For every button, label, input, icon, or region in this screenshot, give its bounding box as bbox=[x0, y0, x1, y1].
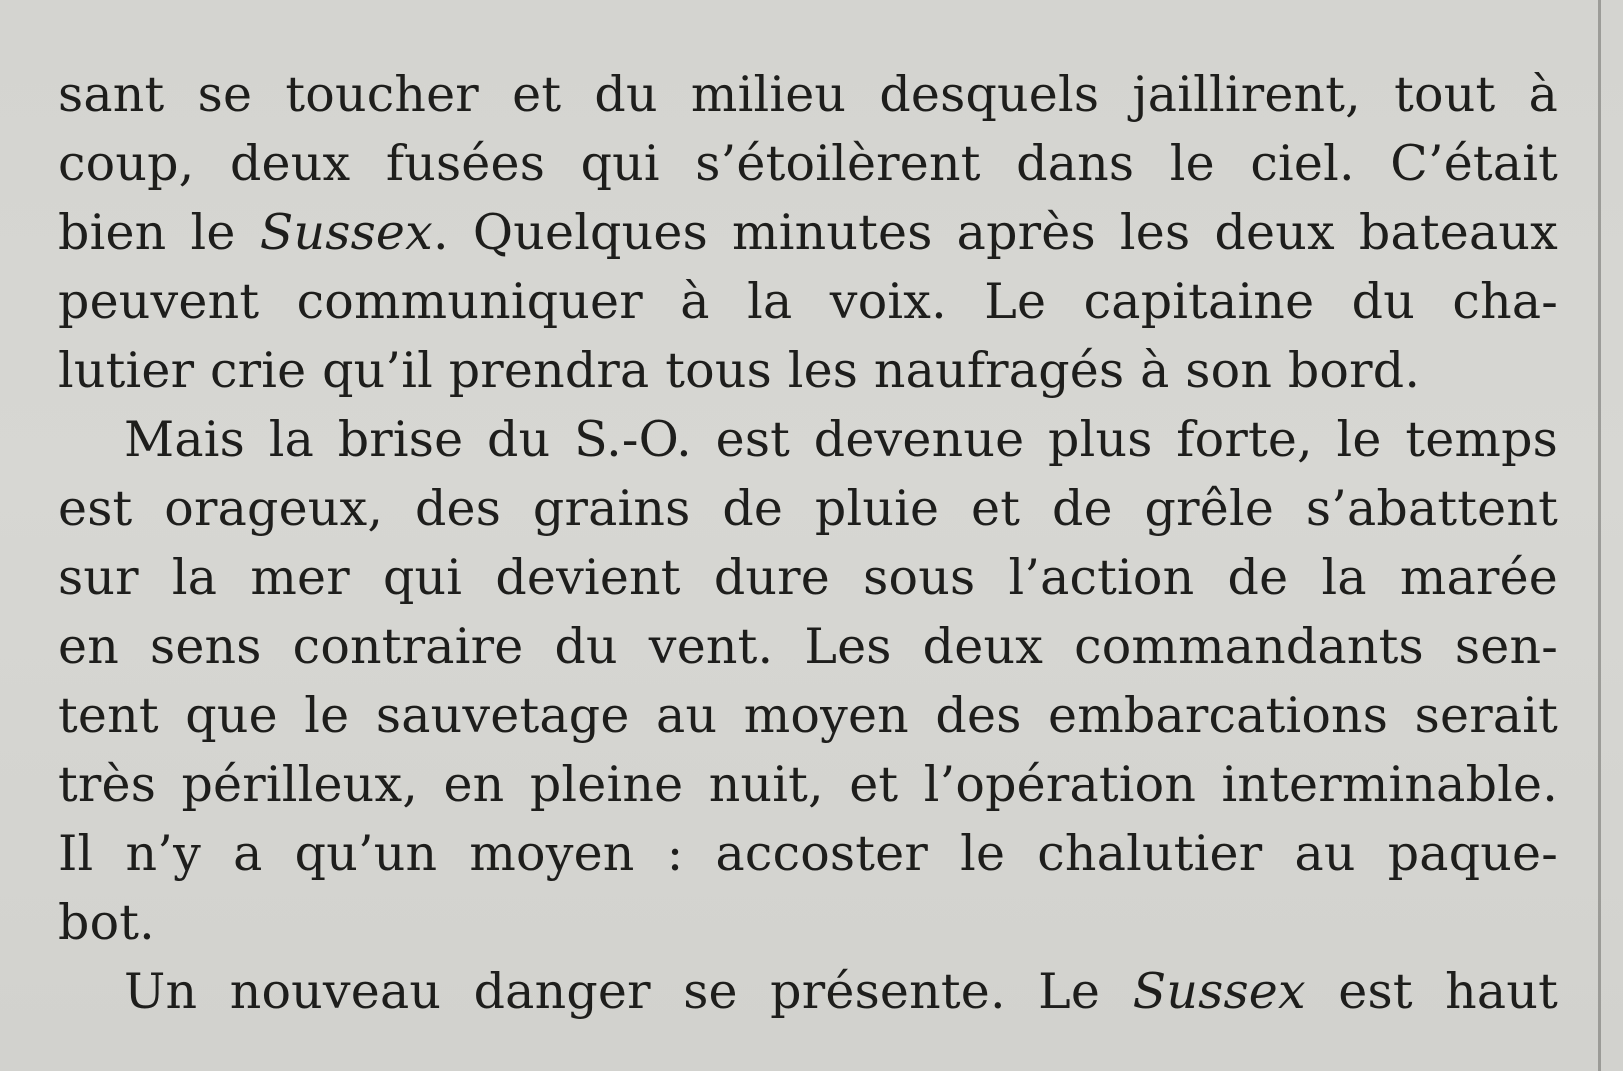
text-line: coup, deux fusées qui s’étoilèrent dans le ciel. C’était bbox=[58, 135, 1558, 192]
page-edge-rule bbox=[1598, 0, 1601, 1071]
text-line bbox=[58, 198, 1558, 267]
text-segment: bien le bbox=[58, 204, 260, 261]
text-line: sur la mer qui devient dure sous l’action de la marée bbox=[58, 549, 1558, 606]
paragraph-start-line bbox=[58, 957, 1558, 1026]
text-segment: . Quelques minutes après les deux bateaux bbox=[432, 204, 1558, 261]
text-line: peuvent communiquer à la voix. Le capitaine du cha- bbox=[58, 273, 1558, 330]
ship-name-italic: Sussex bbox=[259, 204, 433, 261]
text-line: bot. bbox=[58, 894, 155, 951]
text-line: en sens contraire du vent. Les deux commandants sen- bbox=[58, 618, 1558, 675]
text-line: est orageux, des grains de pluie et de grêle s’abattent bbox=[58, 480, 1558, 537]
text-segment: Un nouveau danger se présente. Le bbox=[124, 963, 1133, 1020]
text-line: très périlleux, en pleine nuit, et l’opération interminable. bbox=[58, 756, 1558, 813]
text-line: Il n’y a qu’un moyen : accoster le chalutier au paque- bbox=[58, 825, 1558, 882]
text-line: tent que le sauvetage au moyen des embarcations serait bbox=[58, 687, 1558, 744]
text-segment: est haut bbox=[1305, 963, 1558, 1020]
text-line: sant se toucher et du milieu desquels jaillirent, tout à bbox=[58, 66, 1558, 123]
text-line: lutier crie qu’il prendra tous les naufragés à son bord. bbox=[58, 342, 1421, 399]
ship-name-italic: Sussex bbox=[1132, 963, 1306, 1020]
body-text bbox=[58, 60, 1558, 1026]
paragraph-start-line: Mais la brise du S.-O. est devenue plus forte, le temps bbox=[124, 411, 1558, 468]
